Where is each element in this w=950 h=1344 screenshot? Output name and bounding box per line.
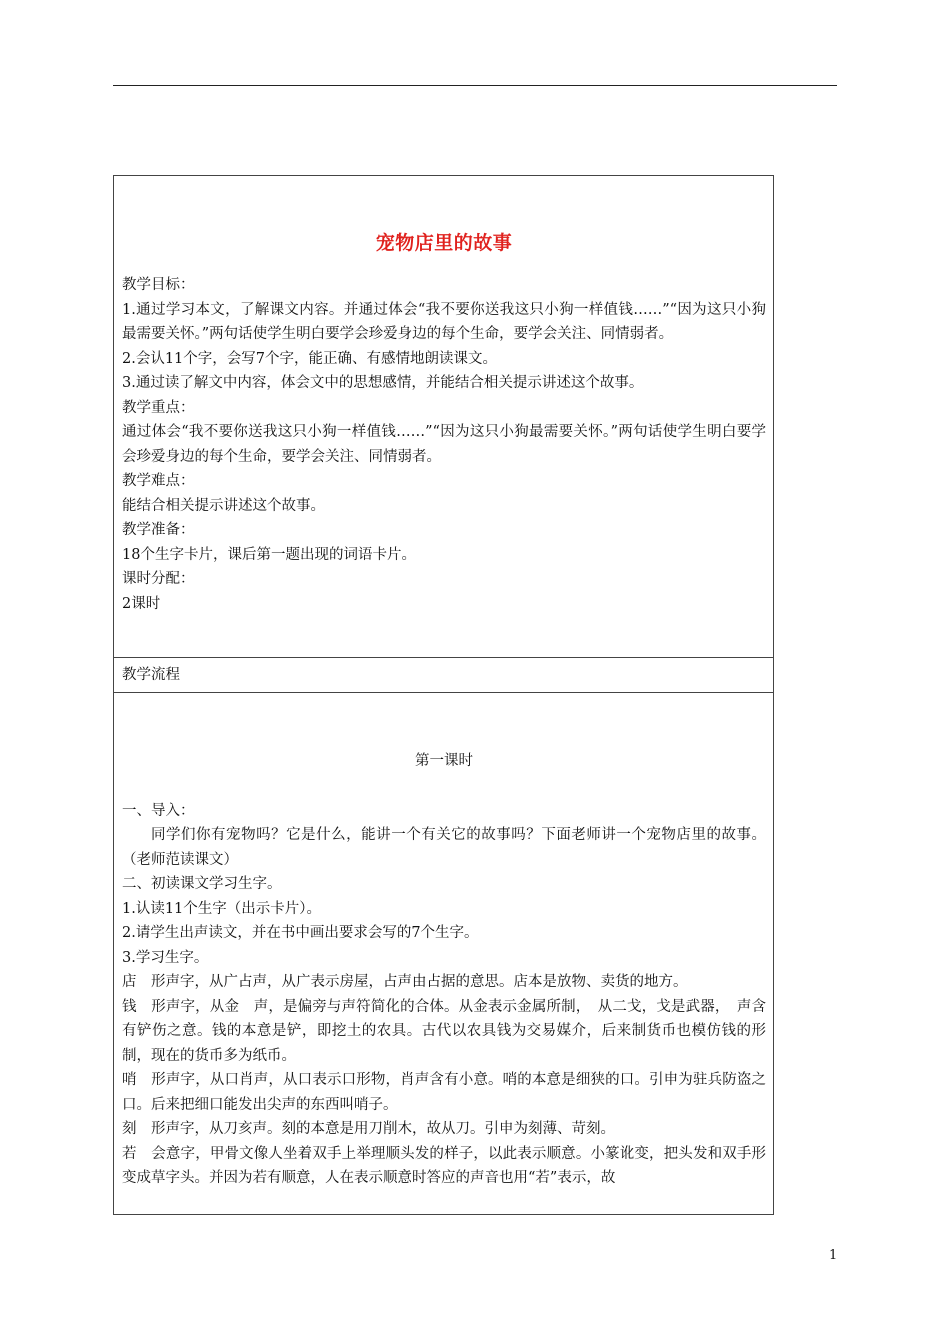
goal-item-1: 1.通过学习本文，了解课文内容。并通过体会“我不要你送我这只小狗一样值钱……”“因为这只小狗最需要关怀。”两句话使学生明白要学会珍爱身边的每个生命，要学会关注、同情弱者。 <box>122 301 766 342</box>
header-rule <box>113 85 837 86</box>
intro-heading: 一、导入： <box>122 802 195 819</box>
char-note-ke: 刻 形声字，从刀亥声。刻的本意是用刀削木，故从刀。引申为刻薄、苛刻。 <box>122 1121 615 1137</box>
lesson-plan-table <box>113 175 774 1215</box>
goal-item-2: 2.会认11个字，会写7个字，能正确、有感情地朗读课文。 <box>122 350 498 367</box>
char-note-qian: 钱 形声字，从金 声，是偏旁与声符简化的合体。从金表示金属所制， 从二戈，戈是武器， 声含有铲伤之意。钱的本意是铲，即挖土的农具。古代以农具钱为交易媒介，后来制货币也模仿钱的形制，现在的货币多为纸币。 <box>122 998 766 1064</box>
schedule-heading: 课时分配： <box>122 571 195 587</box>
goals-heading: 教学目标： <box>122 277 195 293</box>
preparation-text: 18个生字卡片，课后第一题出现的词语卡片。 <box>122 546 416 563</box>
goal-item-3: 3.通过读了解文中内容，体会文中的思想感情，并能结合相关提示讲述这个故事。 <box>122 375 644 391</box>
key-points-text: 通过体会“我不要你送我这只小狗一样值钱……”“因为这只小狗最需要关怀。”两句话使学生明白要学会珍爱身边的每个生命，要学会关注、同情弱者。 <box>122 424 766 465</box>
overview-cell <box>114 176 773 657</box>
flow-heading: 教学流程 <box>122 667 180 683</box>
page-number: 1 <box>829 1248 838 1263</box>
step-item-3: 3.学习生字。 <box>122 949 209 966</box>
key-points-heading: 教学重点： <box>122 399 195 416</box>
flow-cell <box>114 657 773 692</box>
period-title: 第一课时 <box>415 753 473 769</box>
char-note-ruo: 若 会意字，甲骨文像人坐着双手上举理顺头发的样子，以此表示顺意。小篆讹变，把头发和双手形变成草字头。并因为若有顺意，人在表示顺意时答应的声音也用“若”表示，故 <box>122 1145 766 1186</box>
char-note-dian: 店 形声字，从广占声，从广表示房屋，占声由占据的意思。店本是放物、卖货的地方。 <box>122 974 688 990</box>
difficulties-heading: 教学难点： <box>122 473 195 489</box>
document-title: 宠物店里的故事 <box>375 232 513 254</box>
step-item-2: 2.请学生出声读文，并在书中画出要求会写的7个生字。 <box>122 925 479 941</box>
schedule-text: 2课时 <box>122 595 161 612</box>
preparation-heading: 教学准备： <box>122 522 195 538</box>
lesson-one-cell <box>114 692 773 1214</box>
reading-heading: 二、初读课文学习生字。 <box>122 876 282 892</box>
step-item-1: 1.认读11个生字（出示卡片）。 <box>122 900 322 917</box>
intro-text: 同学们你有宠物吗？它是什么，能讲一个有关它的故事吗？下面老师讲一个宠物店里的故事。（老师范读课文） <box>122 827 766 868</box>
char-note-shao: 哨 形声字，从口肖声，从口表示口形物，肖声含有小意。哨的本意是细狭的口。引申为驻兵防盗之口。后来把细口能发出尖声的东西叫哨子。 <box>122 1072 766 1113</box>
difficulties-text: 能结合相关提示讲述这个故事。 <box>122 497 325 514</box>
